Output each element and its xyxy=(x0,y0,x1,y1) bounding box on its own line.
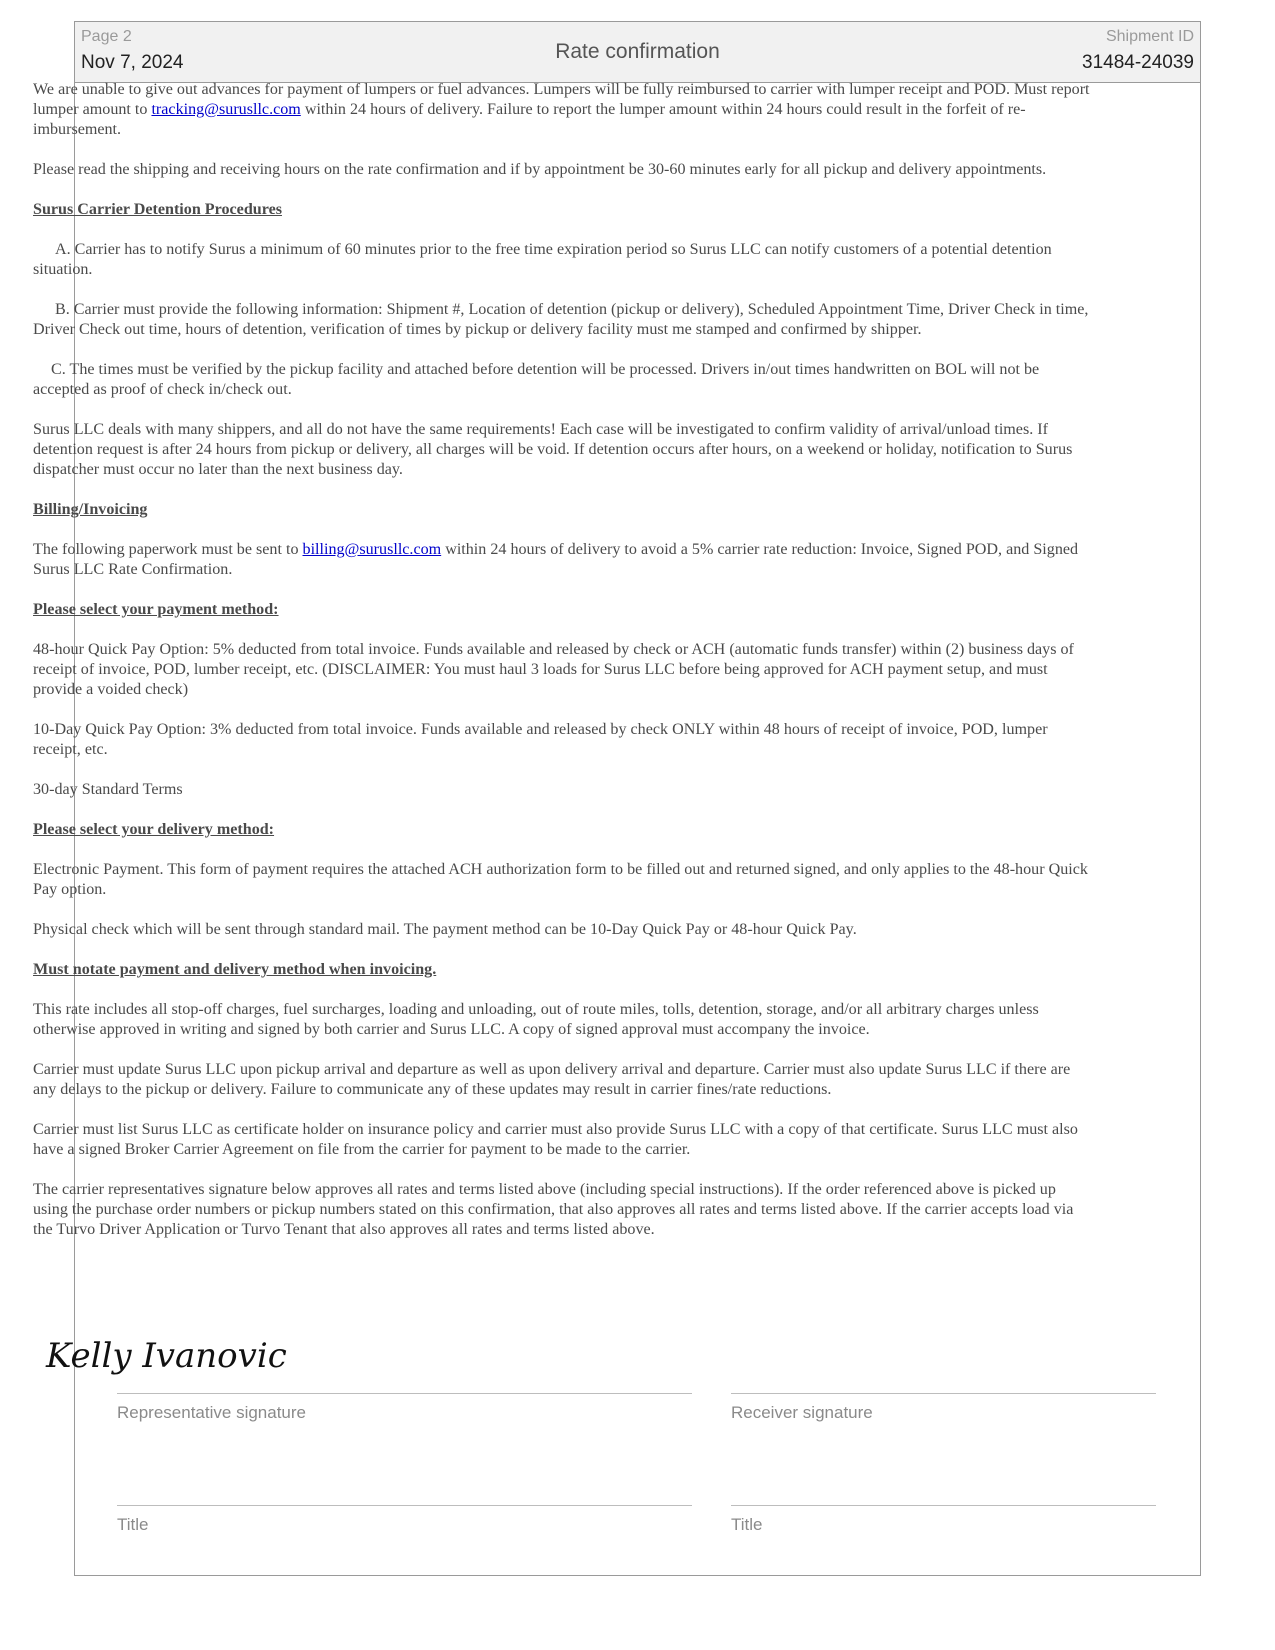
terms-approval: The carrier representatives signature below approves all rates and terms listed above (including special instructions). If the order referenced above is picked up using the purchase order numbers or pickup numbers stated on this confirmation, that also approves all rates and terms listed above. If the carrier accepts load via the Turvo Driver Application or Turvo Tenant that also approves all rates and terms listed above. xyxy=(33,1181,1074,1238)
payment-method-heading: Please select your payment method: xyxy=(33,601,279,618)
notate-heading: Must notate payment and delivery method when invoicing. xyxy=(33,961,437,978)
billing-email-link[interactable]: billing@surusllc.com xyxy=(302,541,442,558)
lumper-paragraph: We are unable to give out advances for payment of lumpers or fuel advances. Lumpers will be fully reimbursed to carrier with lumper receipt and POD. Must report lumper amount to tracking@surusllc.com within 24 hours of delivery. Failure to report the lumper amount within 24 hours could result in the forfeit of re-imbursement. xyxy=(33,81,1090,138)
detention-item-b: B. Carrier must provide the following information: Shipment #, Location of detention (pickup or delivery), Scheduled Appointment Time, Driver Check in time, Driver Check out time, hours of detention, verification of times by pickup or delivery facility must me stamped and confirmed by shipper. xyxy=(33,301,1089,338)
terms-carrier-update: Carrier must update Surus LLC upon pickup arrival and departure as well as upon delivery arrival and departure. Carrier must also update Surus LLC if there are any delays to the pickup or delivery. Failure to communicate any of these updates may result in carrier fines/rate reductions. xyxy=(33,1061,1071,1098)
delivery-method-heading: Please select your delivery method: xyxy=(33,821,275,838)
detention-item-c: C. The times must be verified by the pickup facility and attached before detention will be processed. Drivers in/out times handwritten on BOL will not be accepted as proof of check in/check out. xyxy=(33,361,1040,398)
delivery-option-physical: Physical check which will be sent through standard mail. The payment method can be 10-Day Quick Pay or 48-hour Quick Pay. xyxy=(33,921,857,938)
receiver-signature-line xyxy=(731,1393,1156,1394)
document-date: Nov 7, 2024 xyxy=(81,52,184,73)
payment-option-30-day: 30-day Standard Terms xyxy=(33,781,183,798)
shipment-id: 31484-24039 xyxy=(1082,52,1194,73)
terms-rate-includes: This rate includes all stop-off charges, fuel surcharges, loading and unloading, out of route miles, tolls, detention, storage, and/or all arbitrary charges unless otherwise approved in writing and signed by both carrier and Surus LLC. A copy of signed approval must accompany the invoice. xyxy=(33,1001,1039,1038)
page-header xyxy=(75,22,1200,83)
billing-paragraph: The following paperwork must be sent to billing@surusllc.com within 24 hours of delivery to avoid a 5% carrier rate reduction: Invoice, Signed POD, and Signed Surus LLC Rate Confirmation. xyxy=(33,541,1079,578)
svg-text:Kelly Ivanovic: Kelly Ivanovic xyxy=(46,1336,287,1376)
receiver-signature-label: Receiver signature xyxy=(731,1403,873,1422)
shipment-id-label: Shipment ID xyxy=(1105,28,1194,45)
terms-insurance: Carrier must list Surus LLC as certificate holder on insurance policy and carrier must also provide Surus LLC with a copy of that certificate. Surus LLC must also have a signed Broker Carrier Agreement on file from the carrier for payment to be made to the carrier. xyxy=(33,1121,1078,1158)
representative-signature-label: Representative signature xyxy=(117,1403,307,1422)
payment-option-48-hour: 48-hour Quick Pay Option: 5% deducted from total invoice. Funds available and released by check or ACH (automatic funds transfer) within (2) business days of receipt of invoice, POD, lumber receipt, etc. (DISCLAIMER: You must haul 3 loads for Surus LLC before being approved for ACH payment setup, and must provide a voided check) xyxy=(33,641,1074,698)
receiver-title-line xyxy=(731,1505,1156,1506)
representative-signature-line xyxy=(117,1393,692,1394)
page-number: Page 2 xyxy=(81,28,132,45)
detention-note: Surus LLC deals with many shippers, and all do not have the same requirements! Each case will be investigated to confirm validity of arrival/unload times. If detention request is after 24 hours from pickup or delivery, all charges will be void. If detention occurs after hours, on a weekend or holiday, notification to Surus dispatcher must occur no later than the next business day. xyxy=(33,421,1073,478)
hours-paragraph: Please read the shipping and receiving hours on the rate confirmation and if by appointment be 30-60 minutes early for all pickup and delivery appointments. xyxy=(33,161,1047,178)
representative-title-line xyxy=(117,1505,692,1506)
detention-item-a: A. Carrier has to notify Surus a minimum of 60 minutes prior to the free time expiration period so Surus LLC can notify customers of a potential detention situation. xyxy=(33,241,1052,278)
document-body xyxy=(33,80,1093,1260)
detention-heading: Surus Carrier Detention Procedures xyxy=(33,201,282,218)
representative-title-label: Title xyxy=(117,1515,149,1534)
receiver-title-label: Title xyxy=(731,1515,763,1534)
billing-heading: Billing/Invoicing xyxy=(33,501,148,518)
delivery-option-electronic: Electronic Payment. This form of payment requires the attached ACH authorization form to be filled out and returned signed, and only applies to the 48-hour Quick Pay option. xyxy=(33,861,1088,898)
tracking-email-link[interactable]: tracking@surusllc.com xyxy=(151,101,301,118)
page-title: Rate confirmation xyxy=(555,40,720,63)
handwritten-signature xyxy=(44,1325,304,1395)
payment-option-10-day: 10-Day Quick Pay Option: 3% deducted from total invoice. Funds available and released by check ONLY within 48 hours of receipt of invoice, POD, lumper receipt, etc. xyxy=(33,721,1048,758)
